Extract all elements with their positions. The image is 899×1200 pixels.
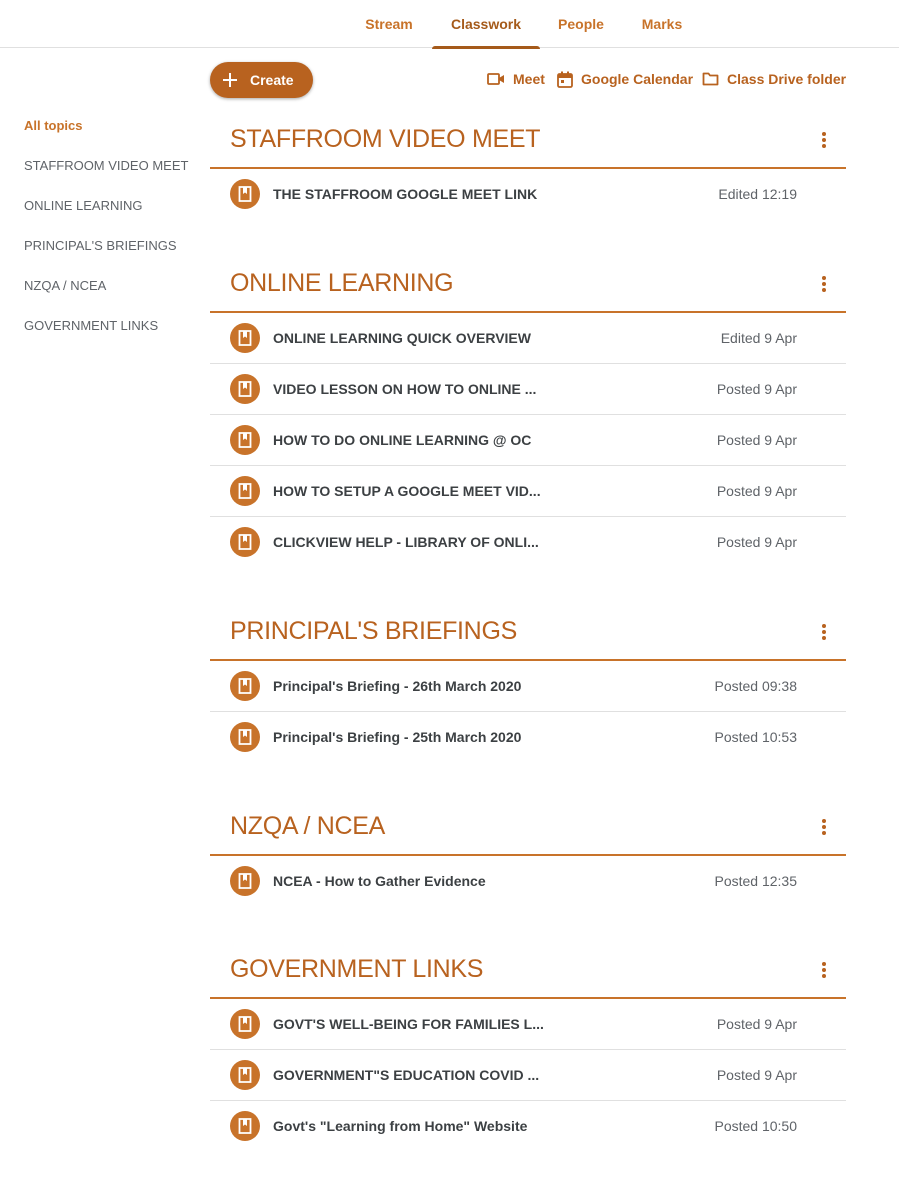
material-icon	[230, 722, 260, 752]
more-vert-icon[interactable]	[816, 274, 832, 294]
classwork-item[interactable]	[210, 712, 846, 763]
tab-marks[interactable]: Marks	[641, 16, 683, 32]
item-status: Posted 10:53	[714, 729, 797, 745]
material-icon	[230, 425, 260, 455]
material-icon	[230, 1009, 260, 1039]
classwork-item[interactable]	[210, 1050, 846, 1101]
topic-header	[210, 255, 846, 313]
classwork-item[interactable]	[210, 415, 846, 466]
sidebar-item-all-topics[interactable]: All topics	[24, 118, 83, 133]
tab-stream[interactable]: Stream	[365, 16, 413, 32]
more-vert-icon[interactable]	[816, 622, 832, 642]
folder-icon	[702, 72, 719, 86]
classwork-item[interactable]	[210, 856, 846, 907]
meet-label: Meet	[513, 71, 545, 87]
tab-people[interactable]: People	[558, 16, 604, 32]
item-title: HOW TO DO ONLINE LEARNING @ OC	[273, 432, 532, 448]
class-drive-folder-label: Class Drive folder	[727, 71, 847, 87]
item-status: Posted 09:38	[714, 678, 797, 694]
item-status: Posted 9 Apr	[716, 1067, 797, 1083]
more-vert-icon[interactable]	[816, 130, 832, 150]
create-button-label: Create	[250, 72, 294, 88]
topic-section	[210, 798, 846, 907]
classwork-item[interactable]	[210, 169, 846, 220]
classwork-item[interactable]	[210, 1101, 846, 1152]
item-title: GOVERNMENT"S EDUCATION COVID ...	[273, 1067, 540, 1083]
sidebar-item-online-learning[interactable]: ONLINE LEARNING	[24, 198, 143, 213]
classwork-item[interactable]	[210, 466, 846, 517]
item-title: VIDEO LESSON ON HOW TO ONLINE ...	[273, 381, 537, 397]
item-title: Principal's Briefing - 26th March 2020	[273, 678, 522, 694]
tab-classwork[interactable]: Classwork	[432, 0, 540, 48]
topic-section	[210, 941, 846, 1152]
topic-header	[210, 603, 846, 661]
item-status: Posted 9 Apr	[716, 432, 797, 448]
topic-title[interactable]: ONLINE LEARNING	[230, 269, 454, 297]
topic-section	[210, 603, 846, 763]
topic-section	[210, 111, 846, 220]
classwork-item[interactable]	[210, 313, 846, 364]
topic-header	[210, 798, 846, 856]
calendar-icon	[557, 71, 573, 88]
material-icon	[230, 866, 260, 896]
material-icon	[230, 179, 260, 209]
classwork-item[interactable]	[210, 661, 846, 712]
topic-title[interactable]: NZQA / NCEA	[230, 812, 386, 840]
class-nav	[0, 0, 899, 48]
material-icon	[230, 374, 260, 404]
item-status: Posted 9 Apr	[716, 483, 797, 499]
class-drive-folder-link[interactable]	[702, 66, 846, 92]
plus-icon	[222, 72, 238, 88]
item-status: Posted 10:50	[714, 1118, 797, 1134]
material-icon	[230, 323, 260, 353]
google-calendar-link[interactable]	[557, 66, 693, 92]
item-title: ONLINE LEARNING QUICK OVERVIEW	[273, 330, 531, 346]
google-calendar-label: Google Calendar	[581, 71, 694, 87]
video-camera-icon	[487, 72, 505, 86]
topics-sidebar	[0, 110, 190, 350]
classwork-item[interactable]	[210, 517, 846, 568]
create-button[interactable]	[210, 62, 313, 98]
classwork-item[interactable]	[210, 364, 846, 415]
sidebar-item-principals-briefings[interactable]: PRINCIPAL'S BRIEFINGS	[24, 238, 177, 253]
topic-title[interactable]: STAFFROOM VIDEO MEET	[230, 125, 541, 153]
sidebar-item-government-links[interactable]: GOVERNMENT LINKS	[24, 318, 159, 333]
material-icon	[230, 1111, 260, 1141]
item-title: THE STAFFROOM GOOGLE MEET LINK	[273, 186, 538, 202]
item-status: Posted 12:35	[714, 873, 797, 889]
material-icon	[230, 671, 260, 701]
meet-link[interactable]	[487, 66, 545, 92]
material-icon	[230, 1060, 260, 1090]
topic-header	[210, 111, 846, 169]
item-title: NCEA - How to Gather Evidence	[273, 873, 486, 889]
topic-title[interactable]: PRINCIPAL'S BRIEFINGS	[230, 617, 517, 645]
item-status: Posted 9 Apr	[716, 534, 797, 550]
item-title: HOW TO SETUP A GOOGLE MEET VID...	[273, 483, 541, 499]
topic-title[interactable]: GOVERNMENT LINKS	[230, 955, 484, 983]
material-icon	[230, 476, 260, 506]
sidebar-item-staffroom-video-meet[interactable]: STAFFROOM VIDEO MEET	[24, 158, 189, 173]
item-status: Posted 9 Apr	[716, 1016, 797, 1032]
item-status: Posted 9 Apr	[716, 381, 797, 397]
material-icon	[230, 527, 260, 557]
topic-header	[210, 941, 846, 999]
sidebar-item-nzqa-ncea[interactable]: NZQA / NCEA	[24, 278, 107, 293]
more-vert-icon[interactable]	[816, 960, 832, 980]
item-title: Govt's "Learning from Home" Website	[273, 1118, 528, 1134]
item-status: Edited 12:19	[718, 186, 797, 202]
classwork-item[interactable]	[210, 999, 846, 1050]
item-title: Principal's Briefing - 25th March 2020	[273, 729, 522, 745]
more-vert-icon[interactable]	[816, 817, 832, 837]
item-title: CLICKVIEW HELP - LIBRARY OF ONLI...	[273, 534, 539, 550]
item-title: GOVT'S WELL-BEING FOR FAMILIES L...	[273, 1016, 544, 1032]
topic-section	[210, 255, 846, 568]
item-status: Edited 9 Apr	[720, 330, 797, 346]
